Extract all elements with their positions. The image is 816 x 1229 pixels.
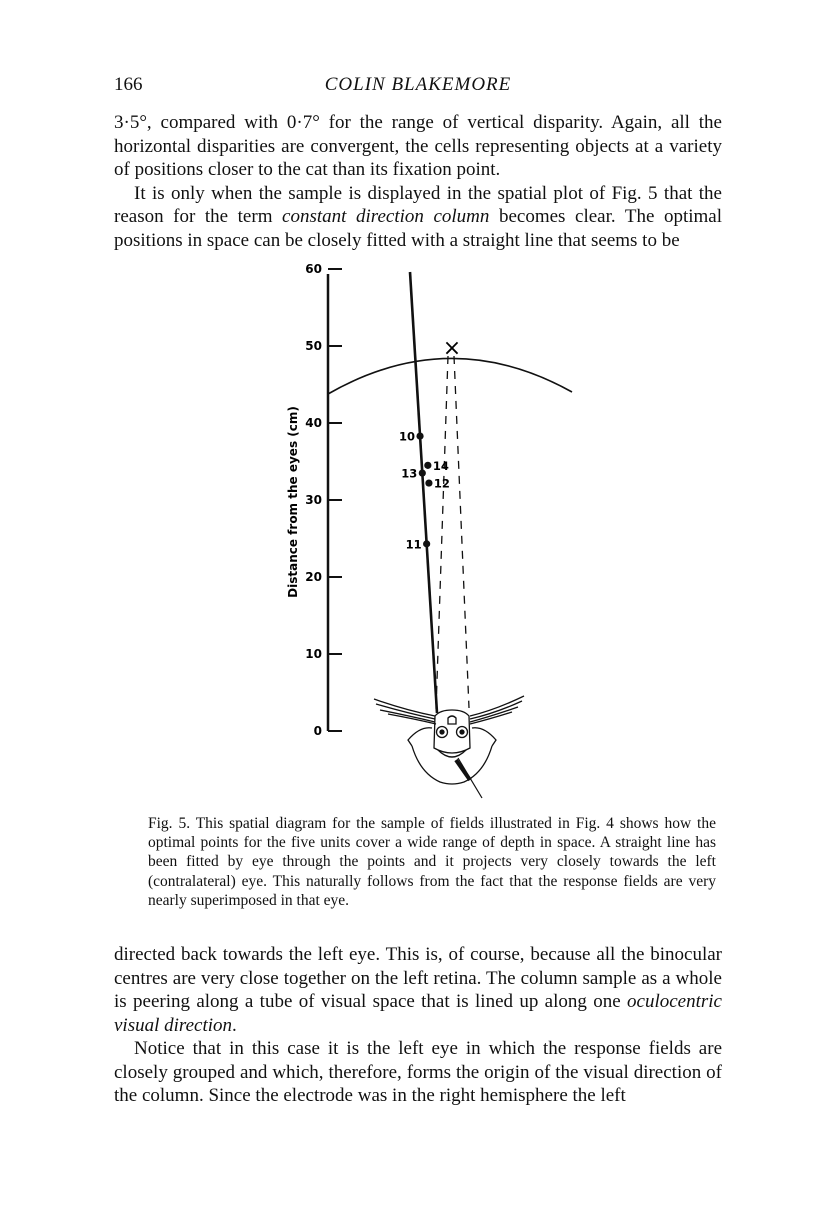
top-paragraph-2 xyxy=(114,182,722,253)
text-run: Notice that in this case it is the left eye in which the response fields are closely grouped and which, therefore, forms the origin of the visual direction of the column. Since the electrode was in the right hemisphere the left xyxy=(114,1038,722,1106)
fixation-arc xyxy=(328,358,572,394)
unit-point-12 xyxy=(425,479,432,486)
page-number: 166 xyxy=(114,74,143,95)
unit-label-11: 11 xyxy=(405,537,422,552)
y-axis-label: Distance from the eyes (cm) xyxy=(286,406,300,598)
body-text-top xyxy=(114,111,722,252)
y-tick-label-50: 50 xyxy=(305,339,322,353)
top-paragraph-1 xyxy=(114,111,722,182)
y-tick-label-60: 60 xyxy=(305,262,322,276)
text-run: 3·5°, compared with 0·7° for the range of vertical disparity. Again, all the horizontal disparities are convergent, the cells representing objects at a variety of positions closer to the cat than its fixation point. xyxy=(114,112,722,180)
unit-point-11 xyxy=(423,540,430,547)
y-axis-ticks xyxy=(305,262,342,738)
electrode-shaft xyxy=(456,760,470,780)
bottom-paragraph-2 xyxy=(114,1037,722,1108)
text-run: directed back towards the left eye. This is, of course, because all the binocular centres are very close together on the left retina. The column sample as a whole is peering along a tube of visual space that is lined up along one xyxy=(114,944,722,1012)
italic-term: constant direction column xyxy=(282,206,490,227)
y-tick-label-30: 30 xyxy=(305,493,322,507)
text-run: It is only when the sample is displayed in the spatial plot of Fig. 5 that the reason for the term xyxy=(114,182,722,227)
y-tick-label-40: 40 xyxy=(305,416,322,430)
fixation-point-marker: × xyxy=(442,336,462,361)
figure-caption xyxy=(148,814,716,910)
bottom-paragraph-1 xyxy=(114,943,722,1037)
dashed-line-left xyxy=(433,356,450,710)
caption-label: Fig. 5. xyxy=(148,815,191,832)
fitted-line xyxy=(410,272,437,713)
body-text-bottom xyxy=(114,943,722,1108)
y-tick-label-20: 20 xyxy=(305,570,322,584)
unit-point-14 xyxy=(424,462,431,469)
unit-label-10: 10 xyxy=(399,429,416,444)
text-run: becomes clear. The optimal positions in space can be closely fitted with a straight line that seems to be xyxy=(114,206,722,251)
unit-label-13: 13 xyxy=(401,466,418,481)
text-run: . xyxy=(232,1014,237,1036)
running-head: COLIN BLAKEMORE xyxy=(324,74,512,95)
spatial-diagram xyxy=(270,258,590,808)
unit-label-14: 14 xyxy=(432,458,449,473)
unit-point-13 xyxy=(419,469,426,476)
y-tick-label-10: 10 xyxy=(305,647,322,661)
dashed-line-right xyxy=(454,356,469,708)
figure-5 xyxy=(270,258,590,808)
unit-label-12: 12 xyxy=(433,476,450,491)
cat-head-drawing xyxy=(374,696,524,784)
caption-text: This spatial diagram for the sample of fields illustrated in Fig. 4 shows how the optimal points for the five units cover a wide range of depth in space. A straight line has been fitted by eye through the points and it projects very closely towards the left (contralateral) eye. This naturally follows from the fact that the response fields are very nearly superimposed in that eye. xyxy=(148,815,716,909)
y-tick-label-0: 0 xyxy=(313,724,322,738)
unit-point-10 xyxy=(416,432,423,439)
italic-term: oculocentric visual direction xyxy=(114,991,722,1036)
page-header xyxy=(114,74,722,102)
